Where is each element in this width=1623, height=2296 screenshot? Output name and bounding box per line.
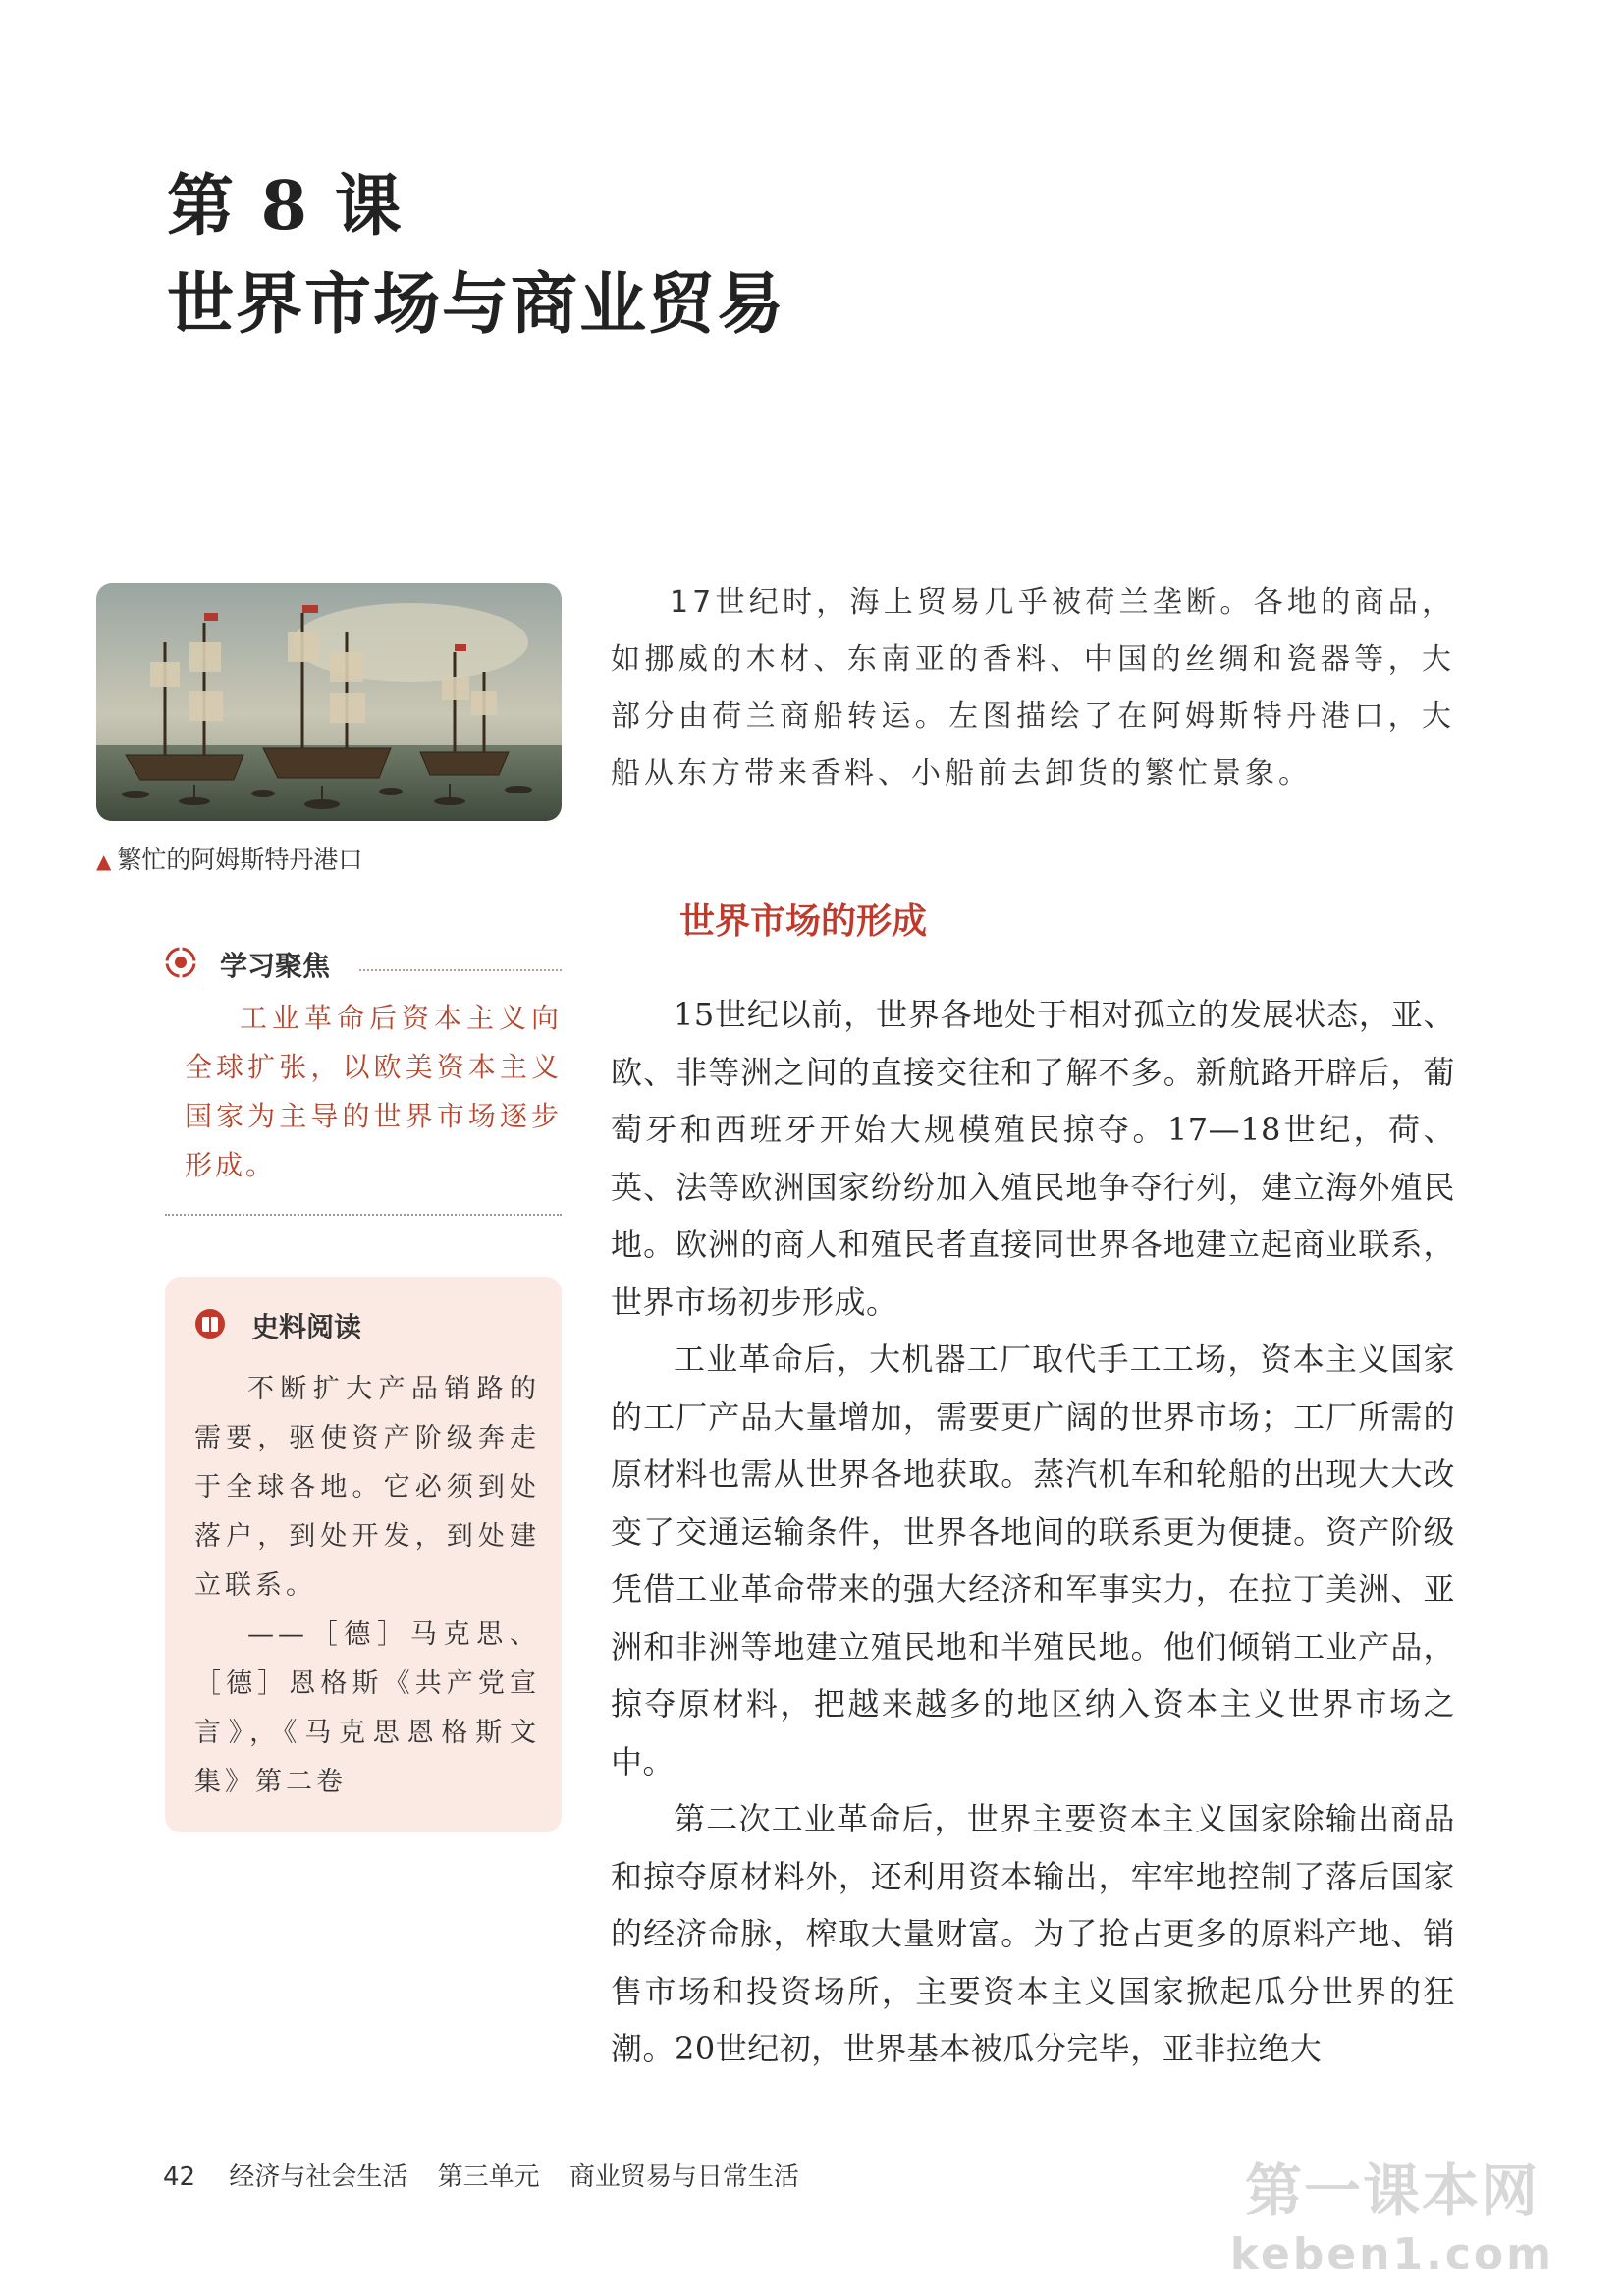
lesson-heading xyxy=(167,157,785,354)
learning-focus-header xyxy=(165,943,562,986)
watermark-line1: 第一课本网 xyxy=(1244,2158,1540,2224)
site-watermark xyxy=(1230,2145,1554,2279)
learning-focus-text: 工业革命后资本主义向全球扩张，以欧美资本主义国家为主导的世界市场逐步形成。 xyxy=(185,1002,562,1181)
figure-caption xyxy=(96,841,362,876)
source-reading-quote: 不断扩大产品销路的需要，驱使资产阶级奔走于全球各地。它必须到处落户，到处开发，到处建立联系。 xyxy=(194,1374,540,1601)
source-reading-box xyxy=(165,1277,562,1832)
source-reading-citation: ——［德］马克思、［德］恩格斯《共产党宣言》，《马克思恩格斯文集》第二卷 xyxy=(194,1619,540,1797)
learning-focus-box xyxy=(165,943,562,1190)
intro-paragraph: 17世纪时，海上贸易几乎被荷兰垄断。各地的商品，如挪威的木材、东南亚的香料、中国的丝绸和瓷器等，大部分由荷兰商船转运。左图描绘了在阿姆斯特丹港口，大船从东方带来香料、小船前去卸货的繁忙景象。 xyxy=(611,585,1455,791)
section-body xyxy=(611,986,1455,2078)
caption-text: 繁忙的阿姆斯特丹港口 xyxy=(117,846,363,874)
source-reading-header xyxy=(194,1302,540,1349)
focus-bottom-divider xyxy=(165,1214,562,1216)
watermark-line2: keben1.com xyxy=(1229,2229,1554,2279)
focus-divider xyxy=(359,969,562,971)
footer-unit: 第三单元 xyxy=(437,2162,540,2192)
body-paragraph: 15世纪以前，世界各地处于相对孤立的发展状态，亚、欧、非等洲之间的直接交往和了解不多。新航路开辟后，葡萄牙和西班牙开始大规模殖民掠夺。17—18世纪，荷、英、法等欧洲国家纷纷加入殖民地争夺行列，建立海外殖民地。欧洲的商人和殖民者直接同世界各地建立起商业联系，世界市场初步形成。 xyxy=(611,996,1455,1321)
footer-unit-title: 商业贸易与日常生活 xyxy=(568,2162,799,2192)
body-paragraph: 工业革命后，大机器工厂取代手工工场，资本主义国家的工厂产品大量增加，需要更广阔的世界市场；工厂所需的原材料也需从世界各地获取。蒸汽机车和轮船的出现大大改变了交通运输条件，世界各地间的联系更为便捷。资产阶级凭借工业革命带来的强大经济和军事实力，在拉丁美洲、亚洲和非洲等地建立殖民地和半殖民地。他们倾销工业产品，掠夺原材料，把越来越多的地区纳入资本主义世界市场之中。 xyxy=(611,1340,1455,1780)
learning-focus-title: 学习聚焦 xyxy=(220,950,331,982)
body-paragraph: 第二次工业革命后，世界主要资本主义国家除输出商品和掠夺原材料外，还利用资本输出，牢牢地控制了落后国家的经济命脉，榨取大量财富。为了抢占更多的原料产地、销售市场和投资场所，主要资本主义国家掀起瓜分世界的狂潮。20世纪初，世界基本被瓜分完毕，亚非拉绝大 xyxy=(611,1800,1455,2067)
amsterdam-harbor-painting xyxy=(96,583,562,821)
lesson-title: 世界市场与商业贸易 xyxy=(167,265,786,344)
lesson-number: 第 8 课 xyxy=(167,167,404,246)
target-icon xyxy=(165,947,196,978)
caption-triangle-icon: ▲ xyxy=(96,849,112,873)
section-heading: 世界市场的形成 xyxy=(679,902,928,942)
source-reading-title: 史料阅读 xyxy=(251,1311,362,1343)
page-footer xyxy=(163,2157,799,2193)
page-number: 42 xyxy=(163,2162,196,2192)
footer-book-title: 经济与社会生活 xyxy=(229,2162,408,2192)
book-icon xyxy=(194,1308,226,1339)
